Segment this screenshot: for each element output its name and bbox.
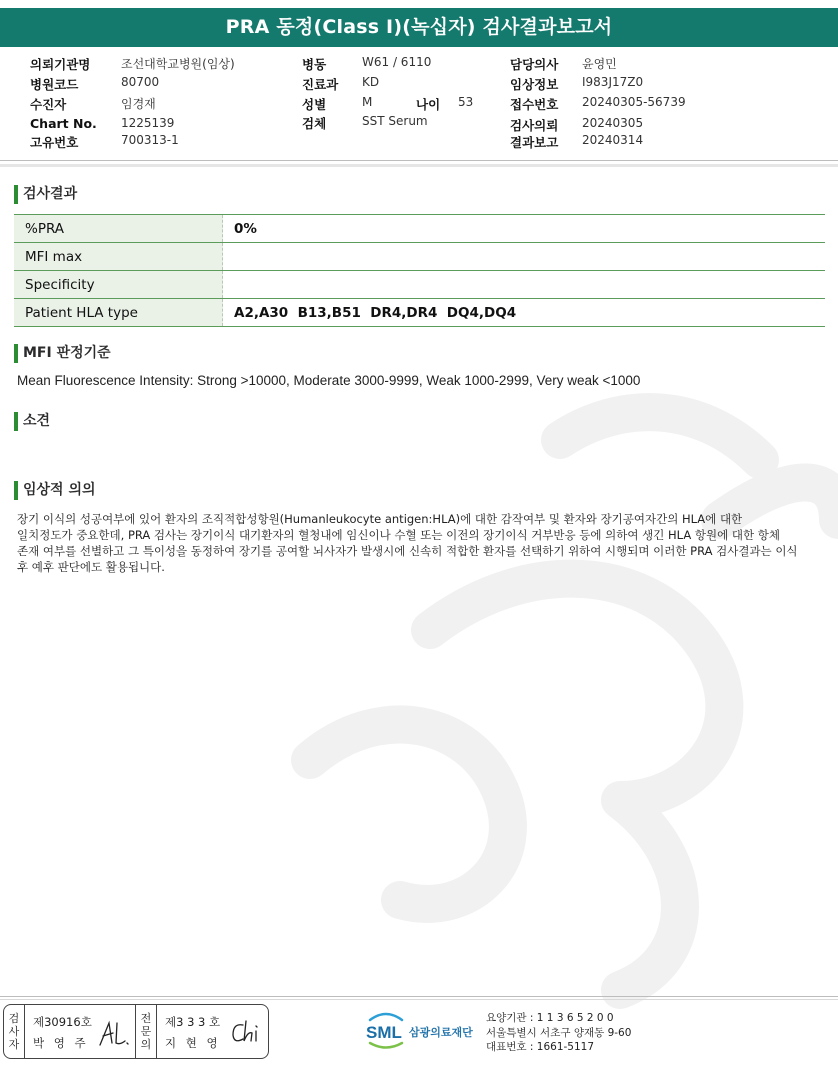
value-referring-institution: 조선대학교병원(임상)	[121, 57, 235, 71]
value-hospital-code: 80700	[121, 75, 160, 89]
signature-box	[3, 1004, 269, 1059]
specialist-cell	[157, 1005, 267, 1058]
footer-divider-shadow	[0, 999, 838, 1000]
clinical-significance-text	[17, 511, 825, 575]
label-department: 진료과	[302, 77, 339, 92]
value-request-date: 20240305	[582, 116, 644, 130]
result-label-pra: %PRA	[14, 215, 223, 243]
clinical-line: 존재 여부를 선별하고 그 특이성을 동정하여 장기를 공여할 뇌사자가 발생시에 신속히 적합한 환자를 선택하기 위하여 시행되며 이러한 PRA 검사결과는 이식	[17, 544, 798, 558]
svg-text:SML: SML	[366, 1023, 402, 1042]
patient-info	[0, 55, 838, 155]
address-line: 서울특별시 서초구 양재동 9-60	[486, 1026, 632, 1039]
label-specimen: 검체	[302, 116, 327, 131]
tester-license-no: 제30916호	[33, 1015, 92, 1029]
value-receipt-no: 20240305-56739	[582, 95, 686, 109]
label-unique-no: 고유번호	[30, 135, 79, 150]
specialist-signature-icon	[229, 1017, 265, 1047]
value-specimen: SST Serum	[362, 114, 428, 128]
institution-code: 요양기관 : 1 1 3 6 5 2 0 0	[486, 1012, 614, 1024]
value-chart-no: 1225139	[121, 116, 175, 130]
label-clinical-info: 임상정보	[510, 77, 559, 92]
table-row	[14, 271, 825, 299]
label-sex: 성별	[302, 97, 327, 112]
specialist-label: 전문의	[136, 1005, 157, 1058]
table-row	[14, 243, 825, 271]
clinical-line: 후 예후 판단에도 활용됩니다.	[17, 560, 165, 574]
section-results-heading: 검사결과	[14, 184, 77, 204]
phone-number: 대표번호 : 1661-5117	[486, 1041, 595, 1053]
label-age: 나이	[416, 97, 441, 112]
result-label-mfi-max: MFI max	[14, 243, 223, 271]
address-block	[486, 1011, 631, 1055]
section-mfi-heading: MFI 판정기준	[14, 343, 111, 363]
label-patient: 수진자	[30, 97, 67, 112]
label-request-date: 검사의뢰	[510, 118, 559, 133]
value-patient: 임경재	[121, 97, 156, 111]
value-clinical-info: I983J17Z0	[582, 75, 644, 89]
value-ward: W61 / 6110	[362, 55, 432, 69]
org-name: 삼광의료재단	[409, 1026, 473, 1039]
result-value-mfi-max	[223, 243, 826, 271]
table-row	[14, 215, 825, 243]
tester-signature-icon	[97, 1019, 133, 1049]
value-department: KD	[362, 75, 380, 89]
result-value-pra: 0%	[223, 215, 826, 243]
section-clinical-heading: 임상적 의의	[14, 480, 96, 500]
specialist-name: 지 현 영	[165, 1036, 221, 1050]
clinical-line: 일치정도가 중요한데, PRA 검사는 장기이식 대기환자의 혈청내에 임신이나 수혈 또는 이전의 장기이식 거부반응 등에 의하여 생긴 HLA 항원에 대한 항체	[17, 528, 780, 542]
label-hospital-code: 병원코드	[30, 77, 79, 92]
label-receipt-no: 접수번호	[510, 97, 559, 112]
result-value-hla-type: A2,A30 B13,B51 DR4,DR4 DQ4,DQ4	[223, 299, 826, 327]
value-sex: M	[362, 95, 373, 109]
result-label-hla-type: Patient HLA type	[14, 299, 223, 327]
results-table	[14, 214, 825, 327]
tester-label: 검사자	[4, 1005, 25, 1058]
value-age: 53	[458, 95, 474, 109]
header-divider	[0, 160, 838, 161]
tester-name: 박 영 주	[33, 1036, 89, 1050]
value-doctor: 윤영민	[582, 57, 617, 71]
label-ward: 병동	[302, 57, 327, 72]
value-report-date: 20240314	[582, 133, 644, 147]
label-doctor: 담당의사	[510, 57, 559, 72]
label-chart-no: Chart No.	[30, 116, 97, 131]
value-unique-no: 700313-1	[121, 133, 179, 147]
mfi-criteria-text: Mean Fluorescence Intensity: Strong >10000, Moderate 3000-9999, Weak 1000-2999, Very weak <1000	[17, 373, 641, 388]
label-report-date: 결과보고	[510, 135, 559, 150]
specialist-license-no: 제3 3 3 호	[165, 1015, 221, 1029]
section-opinion-heading: 소견	[14, 411, 50, 431]
header-divider-shadow	[0, 164, 838, 167]
result-value-specificity	[223, 271, 826, 299]
report-title: PRA 동정(Class I)(녹십자) 검사결과보고서	[0, 8, 838, 47]
tester-cell	[25, 1005, 136, 1058]
table-row	[14, 299, 825, 327]
sml-logo	[364, 1010, 484, 1050]
result-label-specificity: Specificity	[14, 271, 223, 299]
clinical-line: 장기 이식의 성공여부에 있어 환자의 조직적합성항원(Humanleukocyte antigen:HLA)에 대한 감작여부 및 환자와 장기공여자간의 HLA에 대한	[17, 512, 743, 526]
sml-logo-icon	[364, 1010, 408, 1050]
label-referring-institution: 의뢰기관명	[30, 57, 91, 72]
footer-divider	[0, 996, 838, 997]
